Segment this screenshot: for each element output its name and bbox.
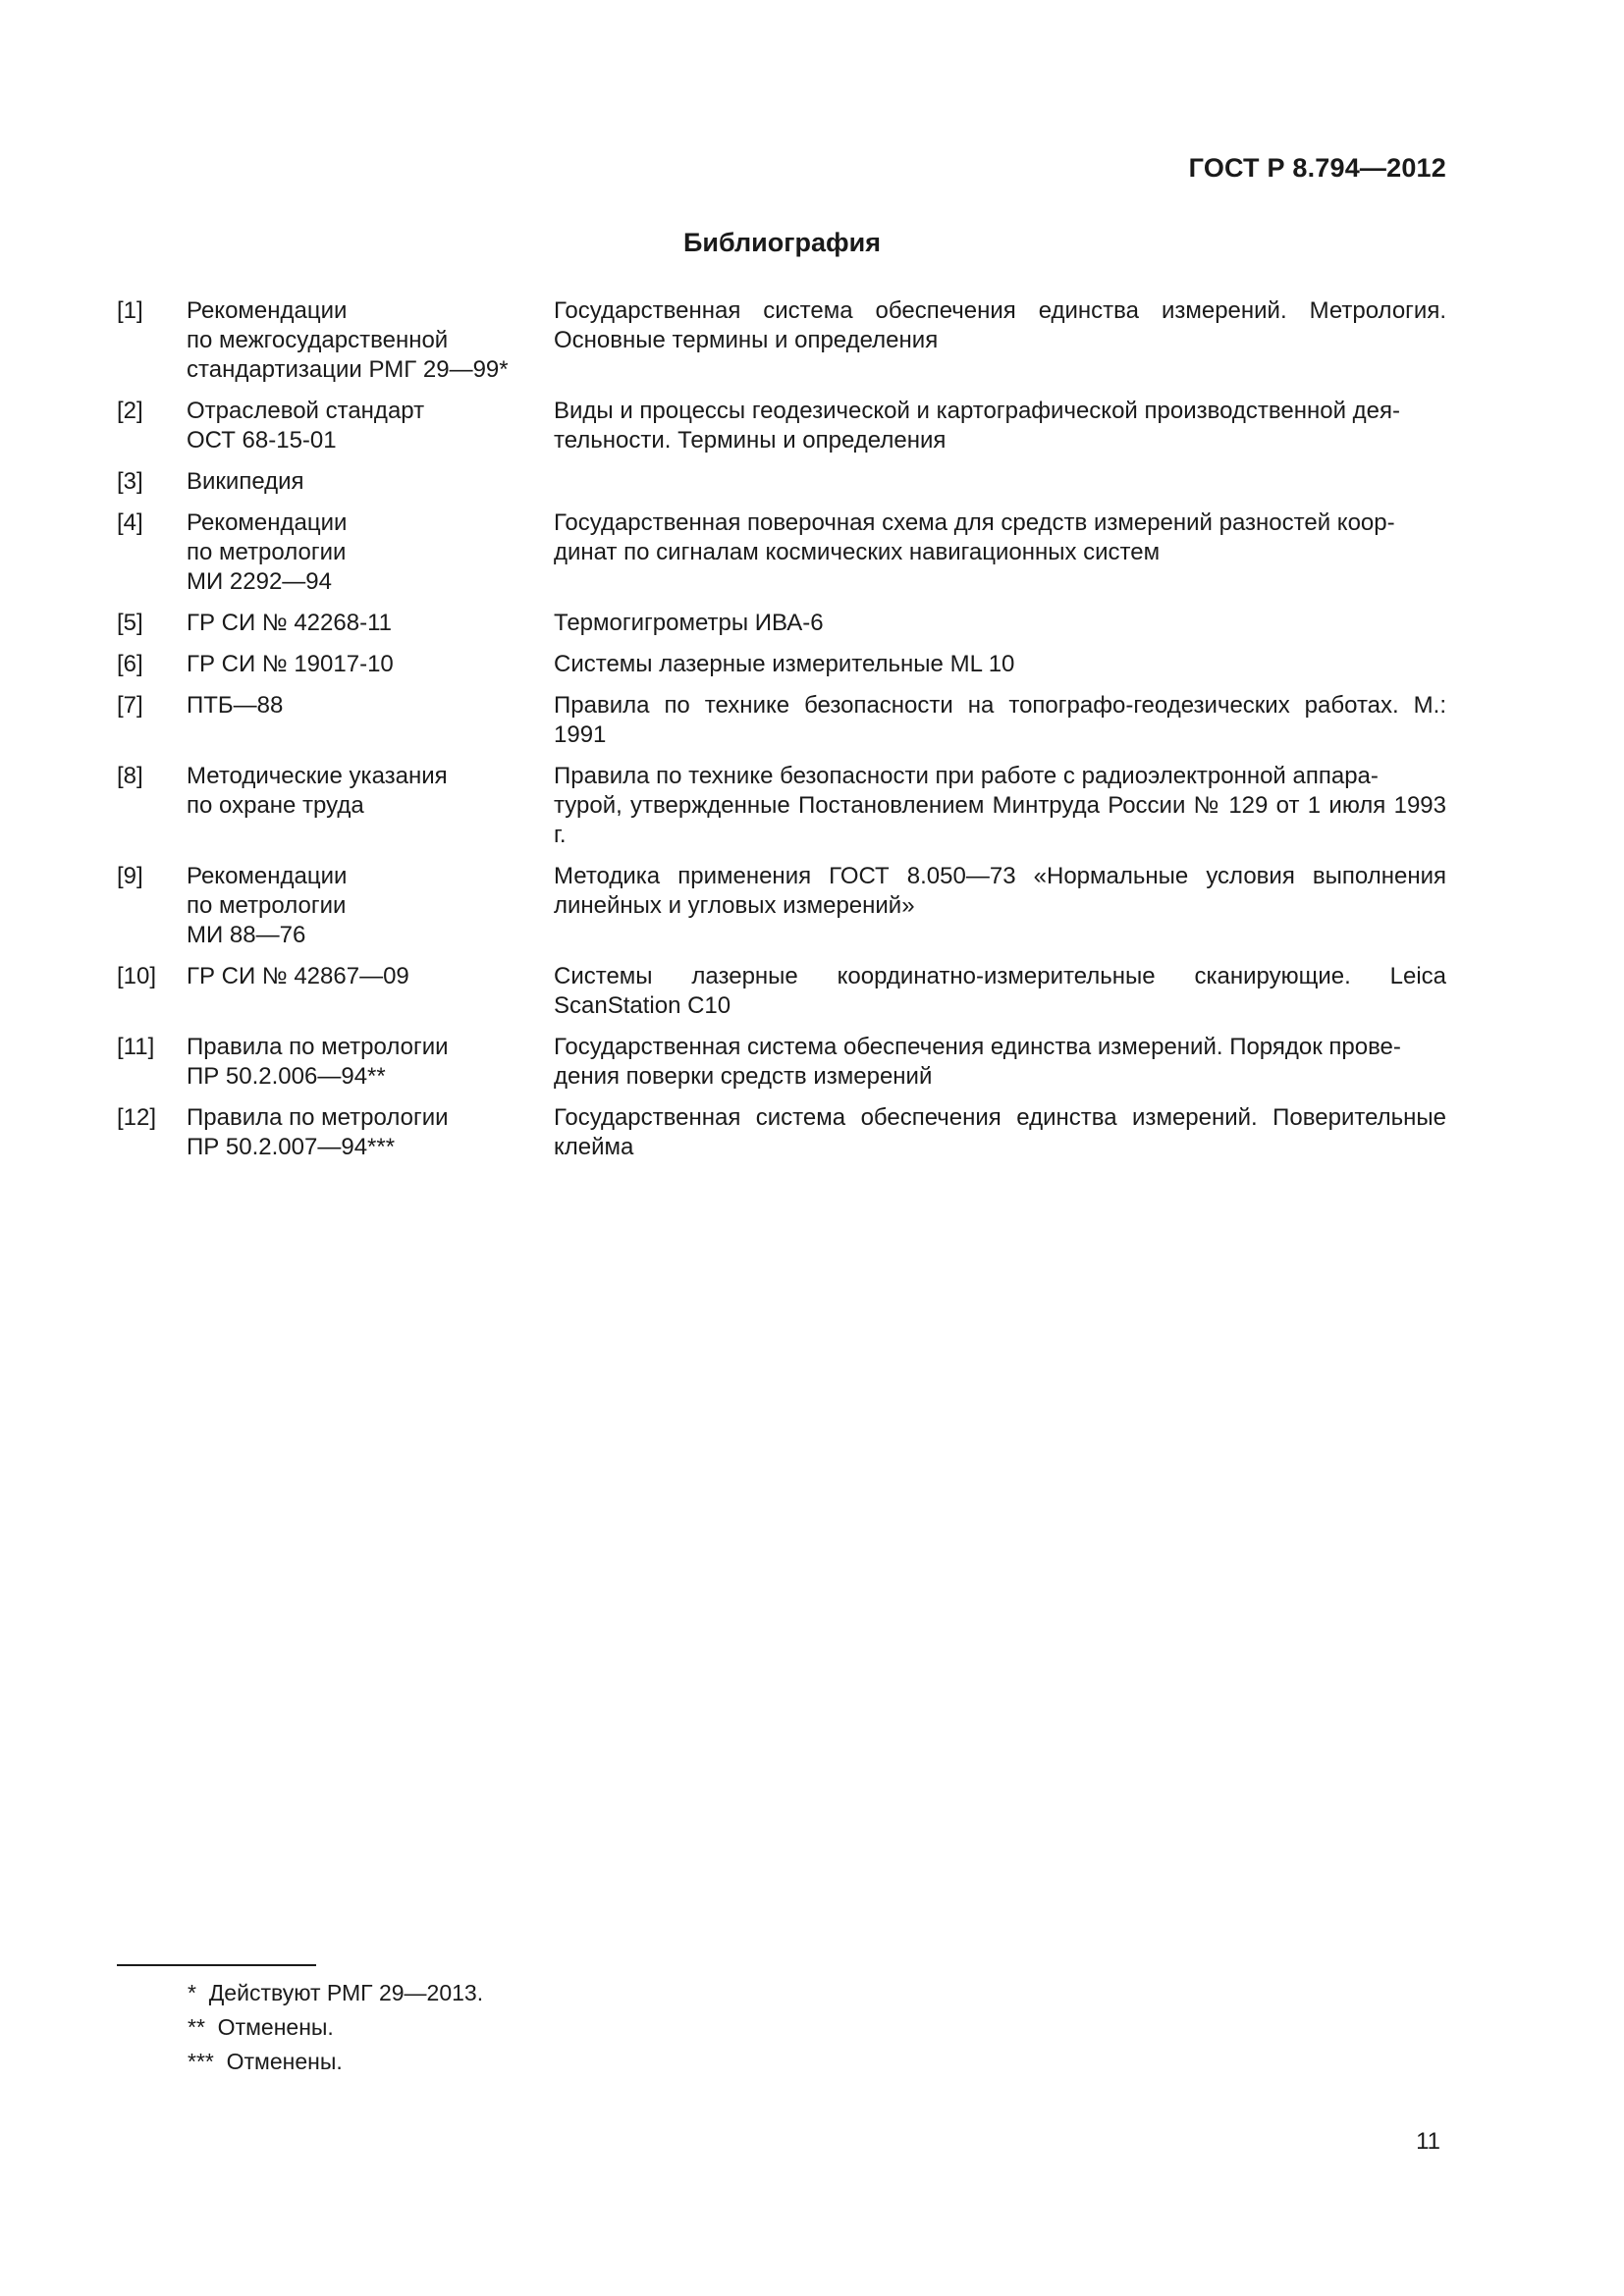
entry-source: ПТБ—88	[187, 692, 284, 719]
entry-number: [5]	[117, 610, 143, 636]
bibliography-entry-4	[117, 508, 1446, 597]
bibliography-entry-8	[117, 762, 1446, 850]
entry-title: Правила по технике безопасности на топографо-геодезических работах. М.: 1991	[554, 692, 1446, 748]
bibliography-entry-6	[117, 650, 1446, 679]
document-code: ГОСТ Р 8.794—2012	[1188, 153, 1446, 183]
entry-title: Системы лазерные измерительные ML 10	[554, 651, 1015, 677]
entry-title: Методика применения ГОСТ 8.050—73 «Нормальные условия выполнения линейных и угловых измерений»	[554, 863, 1446, 919]
footnotes	[188, 1976, 483, 2079]
bibliography-entry-9	[117, 862, 1446, 950]
entry-title: Государственная система обеспечения единства измерений. Порядок прове- дения поверки средств измерений	[554, 1034, 1401, 1090]
bibliography-entry-3	[117, 467, 1446, 497]
entry-number: [6]	[117, 651, 143, 677]
bibliography-entry-1	[117, 296, 1446, 385]
entry-title: Государственная поверочная схема для средств измерений разностей коор- динат по сигналам космических навигационных систем	[554, 509, 1395, 565]
entry-source: Отраслевой стандарт ОСТ 68-15-01	[187, 398, 425, 454]
entry-source: Википедия	[187, 468, 304, 495]
bibliography-entry-11	[117, 1033, 1446, 1092]
entry-number: [4]	[117, 509, 143, 536]
entry-number: [1]	[117, 297, 143, 324]
entry-source: Рекомендации по метрологии МИ 2292—94	[187, 509, 348, 595]
entry-source: Рекомендации по метрологии МИ 88—76	[187, 863, 348, 948]
bibliography-entry-5	[117, 609, 1446, 638]
page-number: 11	[1416, 2128, 1440, 2155]
entry-number: [10]	[117, 963, 157, 989]
entry-number: [7]	[117, 692, 143, 719]
bibliography-entry-7	[117, 691, 1446, 750]
entry-title: Виды и процессы геодезической и картографической производственной дея- тельности. Термины и определения	[554, 398, 1400, 454]
entry-number: [3]	[117, 468, 143, 495]
footnote-separator	[117, 1964, 316, 1966]
footnote-3: *** Отменены.	[188, 2049, 343, 2074]
entry-title: Термогигрометры ИВА-6	[554, 610, 824, 636]
section-title: Библиография	[683, 228, 881, 257]
entry-title: Правила по технике безопасности при работе с радиоэлектронной аппара- турой, утвержденные Постановлением Минтруда России № 129 от 1 июля 1993 г.	[554, 763, 1446, 848]
bibliography-entry-10	[117, 962, 1446, 1021]
bibliography-list	[117, 296, 1446, 1174]
entry-source: ГР СИ № 42268-11	[187, 610, 392, 636]
footnote-1: * Действуют РМГ 29—2013.	[188, 1980, 484, 2005]
entry-source: ГР СИ № 19017-10	[187, 651, 394, 677]
footnote-2: ** Отменены.	[188, 2014, 334, 2040]
bibliography-entry-12	[117, 1103, 1446, 1162]
entry-source: Методические указания по охране труда	[187, 763, 448, 819]
entry-number: [11]	[117, 1034, 155, 1060]
entry-number: [8]	[117, 763, 143, 789]
entry-number: [2]	[117, 398, 143, 424]
entry-source: ГР СИ № 42867—09	[187, 963, 409, 989]
entry-source: Рекомендации по межгосударственной стандартизации РМГ 29—99*	[187, 297, 509, 383]
entry-source: Правила по метрологии ПР 50.2.007—94***	[187, 1104, 449, 1160]
entry-number: [9]	[117, 863, 143, 889]
entry-title: Государственная система обеспечения единства измерений. Поверительные клейма	[554, 1104, 1446, 1160]
bibliography-entry-2	[117, 397, 1446, 455]
entry-title: Системы лазерные координатно-измерительные сканирующие. Leica ScanStation C10	[554, 963, 1446, 1019]
entry-source: Правила по метрологии ПР 50.2.006—94**	[187, 1034, 449, 1090]
entry-number: [12]	[117, 1104, 157, 1131]
entry-title: Государственная система обеспечения единства измерений. Метрология. Основные термины и определения	[554, 297, 1446, 353]
